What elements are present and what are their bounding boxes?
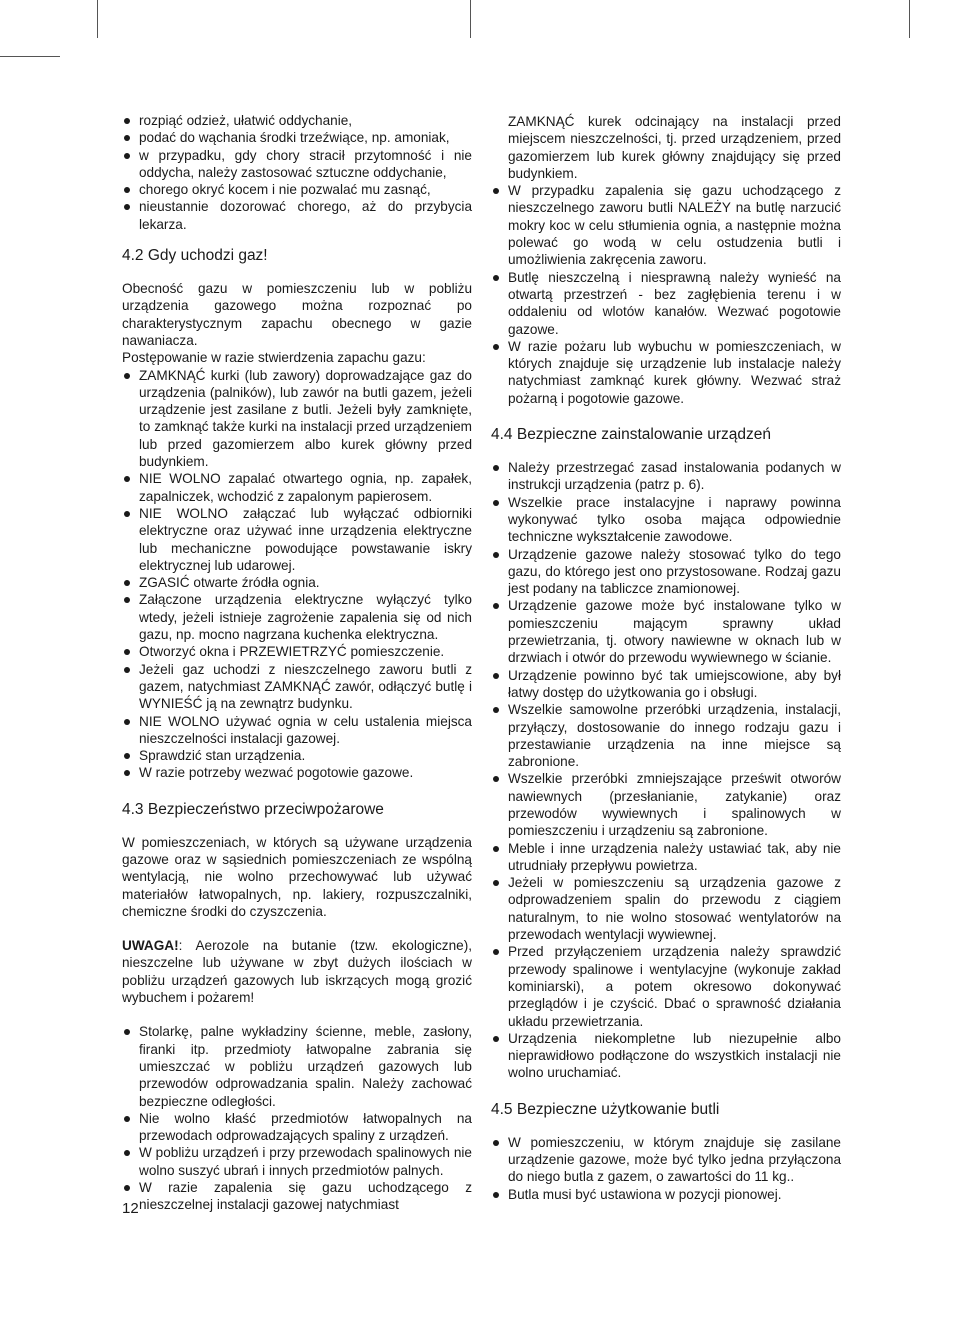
list-item: Otworzyć okna i PRZEWIETRZYĆ pomieszczenie. (122, 643, 472, 660)
list-item: W pomieszczeniu, w którym znajduje się zasilane urządzenie gazowe, może być tylko jedna przyłączona do niego butla z gazem, o zawartości do 11 kg.. (491, 1134, 841, 1186)
fire-continuation-list (491, 113, 841, 407)
warning-paragraph (122, 937, 472, 1006)
section-heading-4-2: 4.2 Gdy uchodzi gaz! (122, 247, 268, 265)
gas-leak-list (122, 367, 472, 782)
list-item: Butla musi być ustawiona w pozycji pionowej. (491, 1186, 841, 1203)
list-item: Urządzenie gazowe może być instalowane tylko w pomieszczeniu mającym sprawny układ przewietrzania, tj. otwory nawiewne w oknach lub w drzwiach i otwór do przewodu wywiewnego w ścianie. (491, 597, 841, 666)
list-item: rozpiąć odzież, ułatwić oddychanie, (122, 112, 472, 129)
list-item: NIE WOLNO zapalać otwartego ognia, np. zapałek, zapalniczek, wchodzić z zapalonym papierosem. (122, 470, 472, 505)
list-item: chorego okryć kocem i nie pozwalać mu zasnąć, (122, 181, 472, 198)
list-item-continuation: ZAMKNĄĆ kurek odcinający na instalacji przed miejscem nieszczelności, tj. przed urządzeniem, przed gazomierzem lub kurek główny znajdujący się przed budynkiem. (508, 114, 841, 181)
crop-mark-left-top (0, 56, 60, 57)
list-item: W razie potrzeby wezwać pogotowie gazowe. (122, 764, 472, 781)
list-item: Jeżeli w pomieszczeniu są urządzenia gazowe z odprowadzeniem spalin do przewodu z ciągiem naturalnym, to nie wolno stosować wentylatorów na przewodach wentylacji wywiewnej. (491, 874, 841, 943)
list-item: W przypadku zapalenia się gazu uchodzącego z nieszczelnego zaworu butli NALEŻY na butlę narzucić mokry koc w celu stłumienia ognia, a następnie można polewać go wodą w celu ostudzenia butli i umożliwienia zakręcenia zaworu. (491, 182, 841, 268)
list-item: Urządzenie gazowe należy stosować tylko do tego gazu, do którego jest ono przystosowane. Rodzaj gazu jest podany na tabliczce znamionowej. (491, 546, 841, 598)
crop-mark-top-center (470, 0, 471, 38)
cylinder-list (491, 1134, 841, 1203)
list-item: NIE WOLNO załączać lub wyłączać odbiorniki elektryczne oraz używać inne urządzenia elektryczne lub mechaniczne powodujące powstawanie iskry elektrycznej lub udarowej. (122, 505, 472, 574)
list-item: Meble i inne urządzenia należy ustawiać tak, aby nie utrudniały przepływu powietrza. (491, 840, 841, 875)
list-item: NIE WOLNO używać ognia w celu ustalenia miejsca nieszczelności instalacji gazowej. (122, 713, 472, 748)
paragraph: Obecność gazu w pomieszczeniu lub w pobliżu urządzenia gazowego można rozpoznać po charakterystycznym zapachu obecnego w gazie nawaniacza. (122, 281, 472, 348)
list-item: Nie wolno kłaść przedmiotów łatwopalnych na przewodach odprowadzających spaliny z urządzeń. (122, 1110, 472, 1145)
list-item: Jeżeli gaz uchodzi z nieszczelnego zaworu butli z gazem, natychmiast ZAMKNĄĆ zawór, odłączyć butlę i WYNIEŚĆ ją na zewnątrz budynku. (122, 661, 472, 713)
warning-text: : Aerozole na butanie (tzw. ekologiczne), nieszczelne lub używane w zbyt dużych ilościach w pobliżu urządzeń gazowych lub iskrzących mogą grozić wybuchem i pożarem! (122, 938, 472, 1006)
list-item: Wszelkie prace instalacyjne i naprawy powinna wykonywać tylko osoba mająca odpowiednie techniczne wykształcenie zawodowe. (491, 494, 841, 546)
section-heading-4-4: 4.4 Bezpieczne zainstalowanie urządzeń (491, 426, 772, 444)
list-item: w przypadku, gdy chory stracił przytomność i nie oddycha, należy zastosować sztuczne oddychanie, (122, 147, 472, 182)
list-item: Wszelkie samowolne przeróbki urządzenia, instalacji, przyłączy, dostosowanie do innego rodzaju gazu i przestawianie urządzenia na inne miejsce są zabronione. (491, 701, 841, 770)
paragraph: W pomieszczeniach, w których są używane urządzenia gazowe oraz w sąsiednich pomieszczeniach ze wspólną wentylacją, nie wolno przechowywać lub używać materiałów łatwopalnych, np. lakiery, rozpuszczalniki, chemiczne środki do czyszczenia. (122, 834, 472, 919)
list-item: Sprawdzić stan urządzenia. (122, 747, 472, 764)
left-column (122, 112, 472, 1214)
list-item: ZGASIĆ otwarte źródła ognia. (122, 574, 472, 591)
list-item: Wszelkie przeróbki zmniejszające prześwit otworów nawiewnych (przesłanianie, zatykanie) oraz przewodów wywiewnych i spalinowych w pomieszczeniu i urządzeniu są zabronione. (491, 770, 841, 839)
list-item: podać do wąchania środki trzeźwiące, np. amoniak, (122, 129, 472, 146)
section-heading-4-3: 4.3 Bezpieczeństwo przeciwpożarowe (122, 800, 384, 818)
installation-list (491, 459, 841, 1082)
list-item: Załączone urządzenia elektryczne wyłączyć tylko wtedy, jeżeli istnieje zagrożenie zapalenia się od nich gazu, np. mocno nagrzana kuchenka elektryczna. (122, 591, 472, 643)
list-item: nieustannie dozorować chorego, aż do przybycia lekarza. (122, 198, 472, 233)
list-item: Urządzenia niekompletne lub niezupełnie albo nieprawidłowo podłączone do wszystkich instalacji nie wolno uruchamiać. (491, 1030, 841, 1082)
right-column (491, 113, 841, 1203)
list-item: W pobliżu urządzeń i przy przewodach spalinowych nie wolno suszyć ubrań i innych przedmiotów palnych. (122, 1144, 472, 1179)
section-heading-4-5: 4.5 Bezpieczne użytkowanie butli (491, 1100, 720, 1118)
list-item: W razie zapalenia się gazu uchodzącego z nieszczelnej instalacji gazowej natychmiast (122, 1179, 472, 1214)
first-aid-list (122, 112, 472, 233)
list-item: ZAMKNĄĆ kurki (lub zawory) doprowadzające gaz do urządzenia (palników), lub zawór na butli gazem, jeżeli urządzenie jest zasilane z butli. Jeżeli były zamknięte, to zamknąć także kurki na instalacji przed urządzeniem lub przed gazomierzem albo kurek główny przed budynkiem. (122, 367, 472, 471)
crop-mark-top-right (909, 0, 910, 38)
list-item: Należy przestrzegać zasad instalowania podanych w instrukcji urządzenia (patrz p. 6). (491, 459, 841, 494)
list-item: Stolarkę, palne wykładziny ścienne, meble, zasłony, firanki itp. przedmioty łatwopalne zabrania się umieszczać w pobliżu urządzeń gazowych lub przewodów odprowadzania spalin. Należy zachować bezpieczne odległości. (122, 1023, 472, 1109)
fire-safety-list (122, 1023, 472, 1213)
list-item: Urządzenie powinno być tak umiejscowione, aby był łatwy dostęp do użytkowania go i obsługi. (491, 667, 841, 702)
crop-mark-top-left (97, 0, 98, 38)
list-item: W razie pożaru lub wybuchu w pomieszczeniach, w których znajduje się urządzenie lub instalacje należy natychmiast zamknąć kurek główny. Wezwać straż pożarną i pogotowie gazowe. (491, 338, 841, 407)
page-number: 12 (122, 1200, 139, 1217)
list-item: Przed przyłączeniem urządzenia należy sprawdzić przewody spalinowe i wentylacyjne (wykonuje zakład kominiarski), a potem okresowo dokonywać przeglądów i je czyścić. Dbać o sprawność działania układu przewietrzania. (491, 943, 841, 1029)
list-item: Butlę nieszczelną i niesprawną należy wynieść na otwartą przestrzeń - bez zagłębienia terenu i w oddaleniu od wlotów kanałów. Wezwać pogotowie gazowe. (491, 269, 841, 338)
warning-label: UWAGA! (122, 938, 179, 954)
paragraph: Postępowanie w razie stwierdzenia zapachu gazu: (122, 350, 426, 366)
